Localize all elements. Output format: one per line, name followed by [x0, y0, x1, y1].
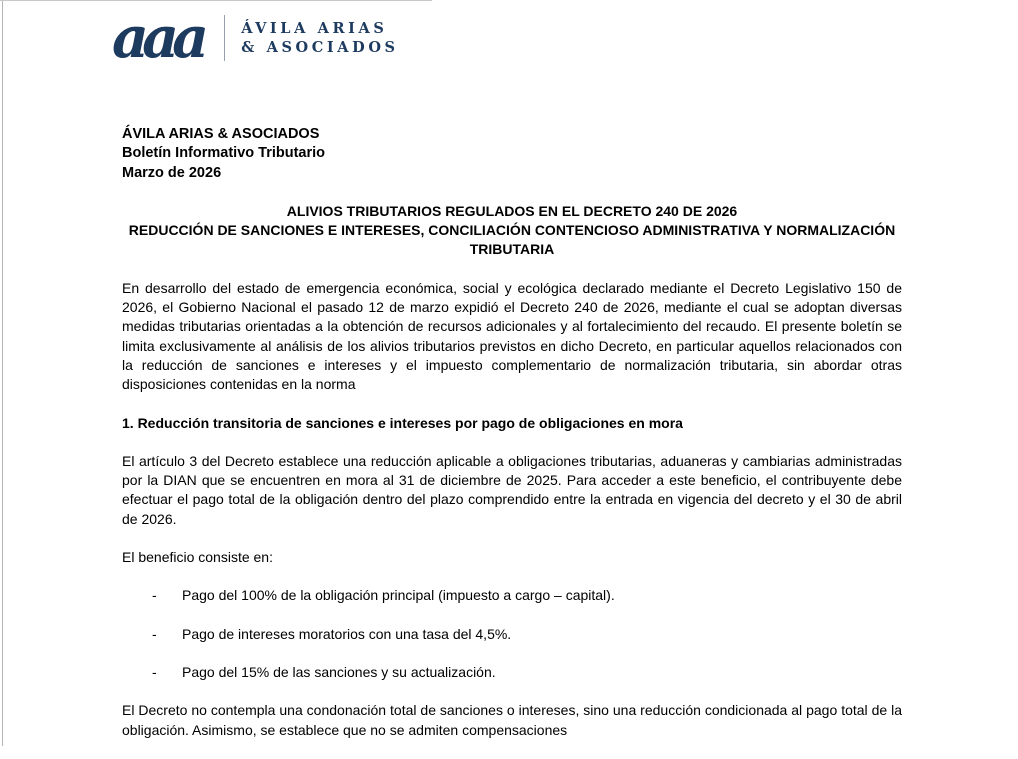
logo-monogram-icon: aaa	[112, 4, 203, 71]
closing-paragraph: El Decreto no contempla una condonación total de sanciones o intereses, sino una reducción condicionada al pago total de la obligación. Asimismo, se establece que no se admiten compensaciones	[122, 702, 902, 738]
document-content	[122, 125, 902, 759]
title-line2: REDUCCIÓN DE SANCIONES E INTERESES, CONCILIACIÓN CONTENCIOSO ADMINISTRATIVA Y NORMALIZACIÓN TRIBUTARIA	[128, 222, 896, 258]
benefit-intro: El beneficio consiste en:	[122, 549, 273, 566]
logo-divider	[224, 15, 225, 61]
section1-heading: 1. Reducción transitoria de sanciones e intereses por pago de obligaciones en mora	[122, 414, 683, 431]
title-line1: ALIVIOS TRIBUTARIOS REGULADOS EN EL DECRETO 240 DE 2026	[286, 202, 738, 219]
logo-name-line1: ÁVILA ARIAS	[241, 20, 388, 37]
intro-paragraph: En desarrollo del estado de emergencia económica, social y ecológica declarado mediante el Decreto Legislativo 150 de 2026, el Gobierno Nacional el pasado 12 de marzo expidió el Decreto 240 de 2026, mediante el cual se adoptan diversas medidas tributarias orientadas a la obtención de recursos adicionales y al fortalecimiento del recaudo. El presente boletín se limita exclusivamente al análisis de los alivios tributarios previstos en dicho Decreto, en particular aquellos relacionados con la reducción de sanciones e intereses y el impuesto complementario de normalización tributaria, sin abordar otras disposiciones contenidas en la norma	[122, 279, 902, 393]
page-left-border	[2, 0, 3, 746]
bulletin-date: Marzo de 2026	[122, 164, 222, 181]
bullet-text: Pago de intereses moratorios con una tasa del 4,5%.	[182, 625, 512, 642]
logo-wordmark	[241, 19, 398, 57]
bullet-item-1	[122, 586, 902, 605]
bullet-item-3	[122, 663, 902, 682]
firm-name: ÁVILA ARIAS & ASOCIADOS	[122, 126, 320, 142]
section1-paragraph: El artículo 3 del Decreto establece una reducción aplicable a obligaciones tributarias, aduaneras y cambiarias administradas por la DIAN que se encuentren en mora al 31 de diciembre de 2025. Para acceder a este beneficio, el contribuyente debe efectuar el pago total de la obligación dentro del plazo comprendido entre la entrada en vigencia del decreto y el 30 de abril de 2026.	[122, 452, 902, 527]
document-header-block	[122, 125, 902, 183]
bullet-text: Pago del 100% de la obligación principal (impuesto a cargo – capital).	[182, 587, 615, 604]
document-title	[122, 202, 902, 260]
firm-logo	[112, 4, 399, 71]
bullet-item-2	[122, 625, 902, 644]
bullet-text: Pago del 15% de las sanciones y su actualización.	[182, 663, 496, 680]
page-top-border	[0, 0, 432, 1]
bullet-marker: -	[152, 625, 157, 642]
bullet-marker: -	[152, 587, 157, 604]
logo-name-line2: & ASOCIADOS	[241, 39, 399, 56]
bullet-marker: -	[152, 663, 157, 680]
bulletin-name: Boletín Informativo Tributario	[122, 145, 326, 162]
